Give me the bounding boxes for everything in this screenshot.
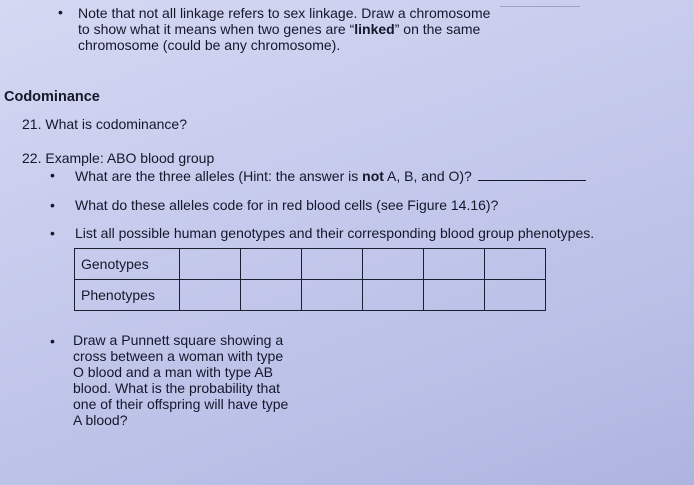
table-cell[interactable]	[424, 280, 485, 311]
note-line-1: Note that not all linkage refers to sex linkage. Draw a chromosome	[78, 5, 491, 21]
punnett-line-4: blood. What is the probability that	[73, 380, 281, 396]
table-cell[interactable]	[485, 280, 546, 311]
punnett-line-3: O blood and a man with type AB	[73, 364, 274, 380]
table-cell[interactable]	[180, 249, 241, 280]
bullet: •	[50, 225, 55, 241]
table-cell[interactable]	[241, 249, 302, 280]
genotypes-label: Genotypes	[75, 249, 180, 280]
punnett-line-1: Draw a Punnett square showing a	[73, 332, 284, 348]
table-row	[75, 280, 546, 311]
bullet: •	[50, 197, 55, 213]
note-line-2: to show what it means when two genes are “linked” on the same	[78, 21, 481, 37]
bullet: •	[50, 333, 55, 349]
table-cell[interactable]	[302, 280, 363, 311]
punnett-line-5: one of their offspring will have type	[73, 396, 289, 412]
phenotypes-label: Phenotypes	[75, 280, 180, 311]
bullet: •	[58, 4, 63, 20]
table-cell[interactable]	[180, 280, 241, 311]
table-cell[interactable]	[485, 249, 546, 280]
bullet: •	[50, 167, 55, 183]
question-22: 22. Example: ABO blood group	[22, 150, 215, 166]
question-22-alleles: What are the three alleles (Hint: the answer is not A, B, and O)?	[75, 168, 586, 184]
genotype-phenotype-table	[74, 248, 546, 311]
section-title: Codominance	[4, 89, 100, 105]
table-cell[interactable]	[363, 280, 424, 311]
top-divider	[500, 0, 580, 7]
question-22-genotypes: List all possible human genotypes and their corresponding blood group phenotypes.	[75, 225, 595, 241]
table-cell[interactable]	[241, 280, 302, 311]
table-row	[75, 249, 546, 280]
note-line-3: chromosome (could be any chromosome).	[78, 37, 341, 53]
table-cell[interactable]	[302, 249, 363, 280]
punnett-line-6: A blood?	[73, 412, 128, 428]
question-21: 21. What is codominance?	[22, 116, 187, 132]
punnett-line-2: cross between a woman with type	[73, 348, 284, 364]
question-22-code: What do these alleles code for in red blood cells (see Figure 14.16)?	[75, 197, 499, 213]
answer-blank[interactable]	[478, 168, 586, 181]
table-cell[interactable]	[363, 249, 424, 280]
table-cell[interactable]	[424, 249, 485, 280]
